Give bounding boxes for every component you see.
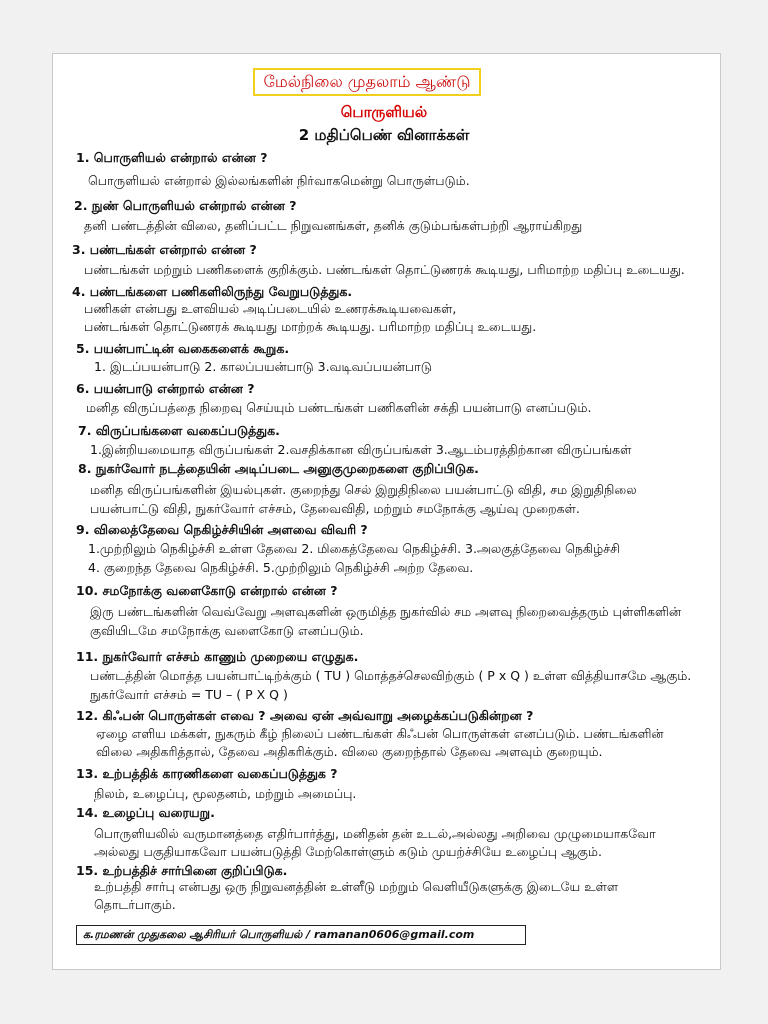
answer-4-line-2: பண்டங்கள் தொட்டுணரக் கூடியது மாற்றக் கூடியது. பரிமாற்ற மதிப்பு உடையது. xyxy=(84,319,537,334)
subject-heading: பொருளியல் xyxy=(340,103,428,121)
question-14: 14. உழைப்பு வரையறு. xyxy=(76,805,215,820)
answer-12-line-2: விலை அதிகரித்தால், தேவை அதிகரிக்கும். விலை குறைந்தால் தேவை அளவும் குறையும். xyxy=(96,744,603,759)
answer-14-line-2: அல்லது பகுதியாகவோ பயன்படுத்தி மேற்கொள்ளும் கடும் முயற்ச்சியே உழைப்பு ஆகும். xyxy=(94,844,602,859)
answer-11-line-2: நுகர்வோர் எச்சம் = TU – ( P X Q ) xyxy=(90,687,288,702)
page-title: மேல்நிலை முதலாம் ஆண்டு xyxy=(263,72,471,91)
question-13: 13. உற்பத்திக் காரணிகளை வகைப்படுத்துக ? xyxy=(76,766,338,781)
question-11: 11. நுகர்வோர் எச்சம் காணும் முறையை எழுதுக. xyxy=(76,649,359,664)
answer-10-line-2: குவியிடமே சமநோக்கு வளைகோடு எனப்படும். xyxy=(90,623,364,638)
question-15: 15. உற்பத்திச் சார்பினை குறிப்பிடுக. xyxy=(76,863,288,878)
question-8: 8. நுகர்வோர் நடத்தையின் அடிப்படை அனுகுமுறைகளை குறிப்பிடுக. xyxy=(78,461,479,476)
question-5: 5. பயன்பாட்டின் வகைகளைக் கூறுக. xyxy=(76,341,290,356)
question-9: 9. விலைத்தேவை நெகிழ்ச்சியின் அளவை விவரி ? xyxy=(76,522,368,537)
answer-11-line-1: பண்டத்தின் மொத்த பயன்பாட்டிற்க்கும் ( TU ) மொத்தச்செலவிற்கும் ( P x Q ) உள்ள வித்தியாசமே ஆகும். xyxy=(90,668,692,683)
question-1: 1. பொருளியல் என்றால் என்ன ? xyxy=(76,150,268,165)
question-3: 3. பண்டங்கள் என்றால் என்ன ? xyxy=(72,242,257,257)
answer-8-line-2: பயன்பாட்டு விதி, நுகர்வோர் எச்சம், தேவைவிதி, மற்றும் சமநோக்கு ஆய்வு முறைகள். xyxy=(90,501,580,516)
question-12: 12. கிஃபன் பொருள்கள் எவை ? அவை ஏன் அவ்வாறு அழைக்கப்படுகின்றன ? xyxy=(76,708,534,723)
answer-14-line-1: பொருளியலில் வருமானத்தை எதிர்பார்த்து, மனிதன் தன் உடல்,அல்லது அறிவை முழுமையாகவோ xyxy=(94,826,656,841)
answer-5-line-1: 1. இடப்பயன்பாடு 2. காலப்பயன்பாடு 3.வடிவப்பயன்பாடு xyxy=(94,359,432,374)
author-credit: க.ரமணன் முதுகலை ஆசிரியர் பொருளியல் / ramanan0606@gmail.com xyxy=(83,928,475,941)
question-4: 4. பண்டங்களை பணிகளிலிருந்து வேறுபடுத்துக. xyxy=(72,284,353,299)
question-6: 6. பயன்பாடு என்றால் என்ன ? xyxy=(76,381,255,396)
question-2: 2. நுண் பொருளியல் என்றால் என்ன ? xyxy=(74,198,297,213)
answer-2-line-1: தனி பண்டத்தின் விலை, தனிப்பட்ட நிறுவனங்கள், தனிக் குடும்பங்கள்பற்றி ஆராய்கிறது xyxy=(84,218,583,233)
answer-12-line-1: ஏழை எளிய மக்கள், நுகரும் கீழ் நிலைப் பண்டங்கள் கிஃபன் பொருள்கள் எனப்படும். பண்டங்களின் xyxy=(96,726,664,741)
answer-4-line-1: பணிகள் என்பது உளவியல் அடிப்படையில் உணரக்கூடியவைகள், xyxy=(84,301,457,316)
question-10: 10. சமநோக்கு வளைகோடு என்றால் என்ன ? xyxy=(76,583,338,598)
answer-1-line-1: பொருளியல் என்றால் இல்லங்களின் நிர்வாகமென்று பொருள்படும். xyxy=(88,173,470,188)
answer-15-line-1: உற்பத்தி சார்பு என்பது ஒரு நிறுவனத்தின் உள்ளீடு மற்றும் வெளியீடுகளுக்கு இடையே உள்ள xyxy=(94,879,619,894)
answer-6-line-1: மனித விருப்பத்தை நிறைவு செய்யும் பண்டங்கள் பணிகளின் சக்தி பயன்பாடு எனப்படும். xyxy=(86,400,592,415)
answer-13-line-1: நிலம், உழைப்பு, மூலதனம், மற்றும் அமைப்பு. xyxy=(94,786,357,801)
answer-9-line-1: 1.முற்றிலும் நெகிழ்ச்சி உள்ள தேவை 2. மிகைத்தேவை நெகிழ்ச்சி. 3.அலகுத்தேவை நெகிழ்ச்சி xyxy=(88,541,620,556)
marks-heading: 2 மதிப்பெண் வினாக்கள் xyxy=(298,126,470,144)
question-7: 7. விருப்பங்களை வகைப்படுத்துக. xyxy=(78,423,280,438)
page-title-box xyxy=(253,68,481,96)
answer-15-line-2: தொடர்பாகும். xyxy=(94,897,176,912)
author-footer xyxy=(76,925,526,945)
answer-10-line-1: இரு பண்டங்களின் வெவ்வேறு அளவுகளின் ஒருமித்த நுகர்வில் சம அளவு நிறைவைத்தரும் புள்ளிகளின் xyxy=(90,604,681,619)
answer-3-line-1: பண்டங்கள் மற்றும் பணிகளைக் குறிக்கும். பண்டங்கள் தொட்டுணரக் கூடியது, பரிமாற்ற மதிப்பு உடையது. xyxy=(84,262,685,277)
answer-9-line-2: 4. குறைந்த தேவை நெகிழ்ச்சி. 5.முற்றிலும் நெகிழ்ச்சி அற்ற தேவை. xyxy=(88,560,474,575)
answer-7-line-1: 1.இன்றியமையாத விருப்பங்கள் 2.வசதிக்கான விருப்பங்கள் 3.ஆடம்பரத்திற்கான விருப்பங்கள் xyxy=(90,442,632,457)
answer-8-line-1: மனித விருப்பங்களின் இயல்புகள். குறைந்து செல் இறுதிநிலை பயன்பாட்டு விதி, சம இறுதிநிலை xyxy=(90,482,637,497)
